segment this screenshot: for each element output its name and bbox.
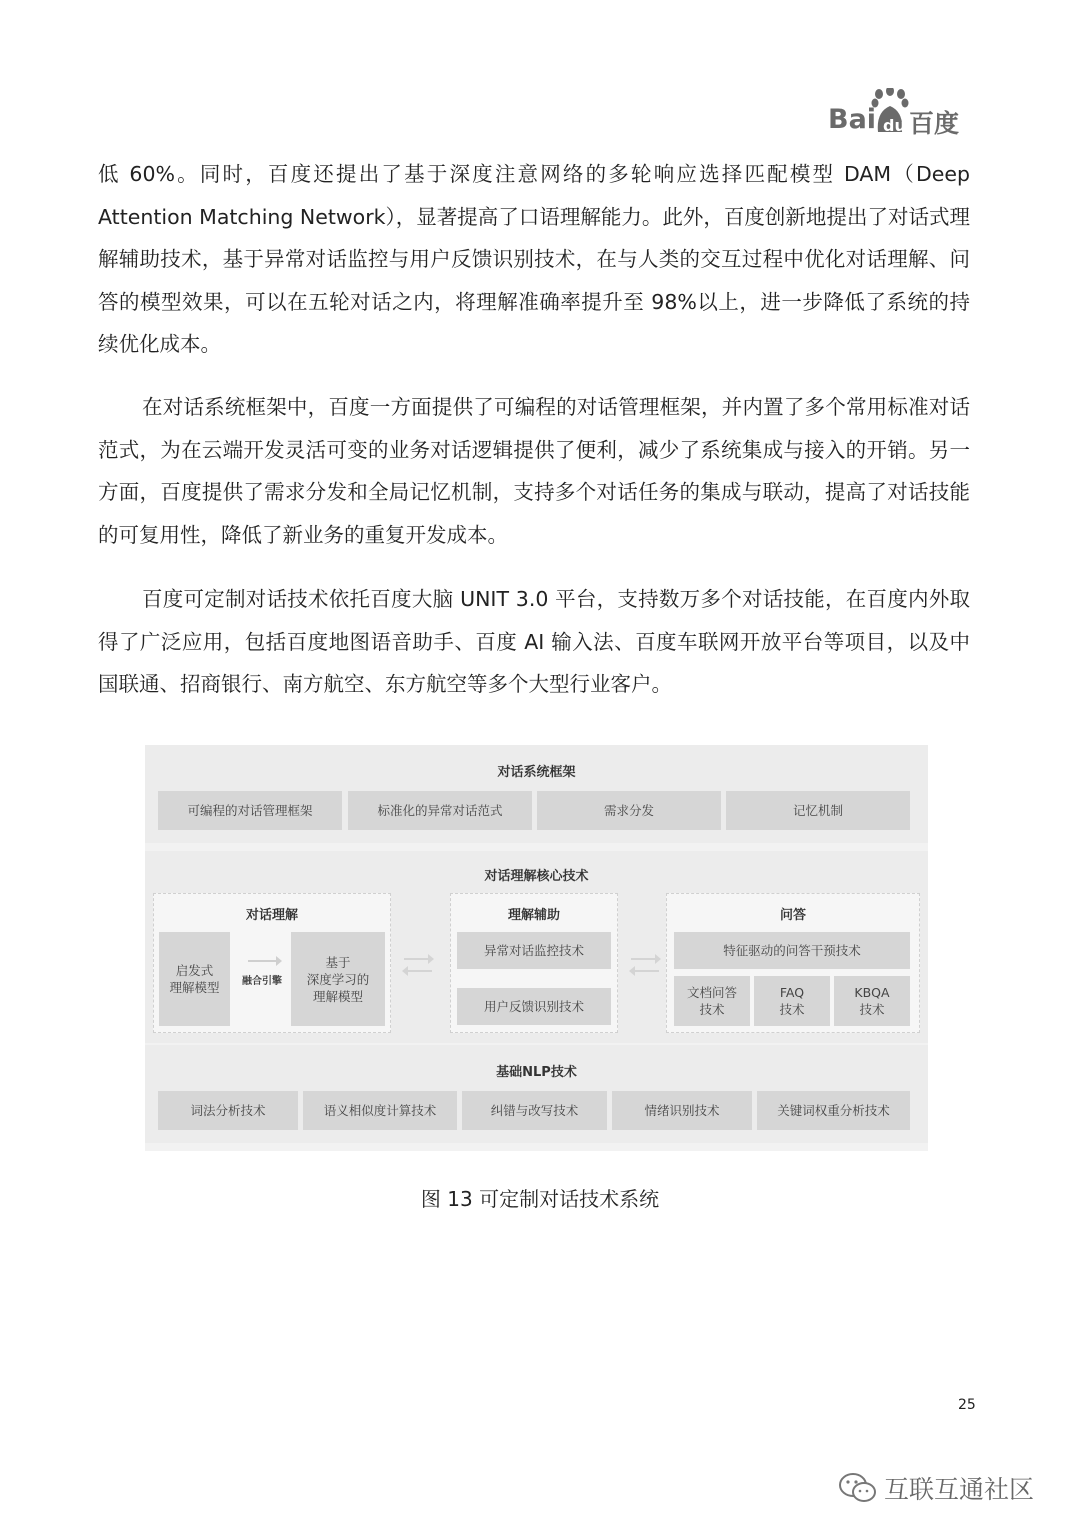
assist-item: 用户反馈识别技术 [457, 988, 611, 1025]
logo-text-bai: Bai [828, 104, 877, 135]
bidirectional-arrow-icon [627, 951, 663, 979]
qa-top-item: 特征驱动的问答干预技术 [674, 932, 910, 969]
wechat-icon [838, 1471, 878, 1505]
understanding-panel [153, 893, 391, 1033]
core-band [145, 851, 928, 1043]
qa-item: FAQ 技术 [754, 976, 830, 1026]
framework-item: 可编程的对话管理框架 [158, 791, 342, 830]
fusion-engine-label: 融合引擎 [242, 976, 282, 987]
paragraph-1: 低 60%。同时，百度还提出了基于深度注意网络的多轮响应选择匹配模型 DAM（Deep Attention Matching Network），显著提高了口语理解能力。此外，百度创新地提出了对话式理解辅助技术，基于异常对话监控与用户反馈识别技术，在与人类的交互过程中优化对话理解、问答的模型效果，可以在五轮对话之内，将理解准确率提升至 98%以上，进一步降低了系统的持续优化成本。 [98, 162, 970, 356]
framework-band [145, 745, 928, 843]
figure-caption: 图 13 可定制对话技术系统 [420, 1187, 660, 1211]
paragraph-3: 百度可定制对话技术依托百度大脑 UNIT 3.0 平台，支持数万多个对话技能，在百度内外取得了广泛应用，包括百度地图语音助手、百度 AI 输入法、百度车联网开放平台等项目，以及中国联通、招商银行、南方航空、东方航空等多个大型行业客户。 [98, 587, 970, 696]
assist-title: 理解辅助 [507, 908, 560, 923]
logo-text-du: du [883, 116, 906, 135]
dialog-system-figure [145, 745, 928, 1151]
nlp-title: 基础NLP技术 [496, 1065, 577, 1080]
page-number: 25 [958, 1397, 976, 1413]
bidirectional-arrow-icon [400, 951, 436, 979]
framework-item: 需求分发 [537, 791, 721, 830]
assist-item: 异常对话监控技术 [457, 932, 611, 969]
core-title: 对话理解核心技术 [484, 869, 589, 884]
nlp-band [145, 1045, 928, 1143]
understanding-title: 对话理解 [245, 908, 298, 923]
qa-item: 文档问答 技术 [674, 976, 750, 1026]
logo-text-baidu-cn: 百度 [909, 109, 960, 138]
assist-panel [450, 893, 618, 1033]
footer-text: 互联互通社区 [884, 1475, 1035, 1504]
nlp-item: 关键词权重分析技术 [757, 1091, 910, 1130]
nlp-item: 纠错与改写技术 [462, 1091, 607, 1130]
framework-title: 对话系统框架 [497, 765, 576, 780]
heuristic-model-box: 启发式 理解模型 [159, 932, 230, 1026]
footer-watermark [838, 1468, 1034, 1508]
nlp-item: 语义相似度计算技术 [303, 1091, 457, 1130]
qa-panel [666, 893, 920, 1033]
deep-learning-model-box: 基于 深度学习的 理解模型 [291, 932, 385, 1026]
nlp-item: 词法分析技术 [158, 1091, 298, 1130]
paragraph-2: 在对话系统框架中，百度一方面提供了可编程的对话管理框架，并内置了多个常用标准对话范式，为在云端开发灵活可变的业务对话逻辑提供了便利，减少了系统集成与接入的开销。另一方面，百度提供了需求分发和全局记忆机制，支持多个对话任务的集成与联动，提高了对话技能的可复用性，降低了新业务的重复开发成本。 [98, 395, 970, 547]
nlp-item: 情绪识别技术 [612, 1091, 752, 1130]
qa-item: KBQA 技术 [834, 976, 910, 1026]
framework-item: 记忆机制 [726, 791, 910, 830]
arrow-right-icon [246, 954, 282, 968]
qa-title: 问答 [779, 908, 806, 923]
framework-item: 标准化的异常对话范式 [348, 791, 532, 830]
